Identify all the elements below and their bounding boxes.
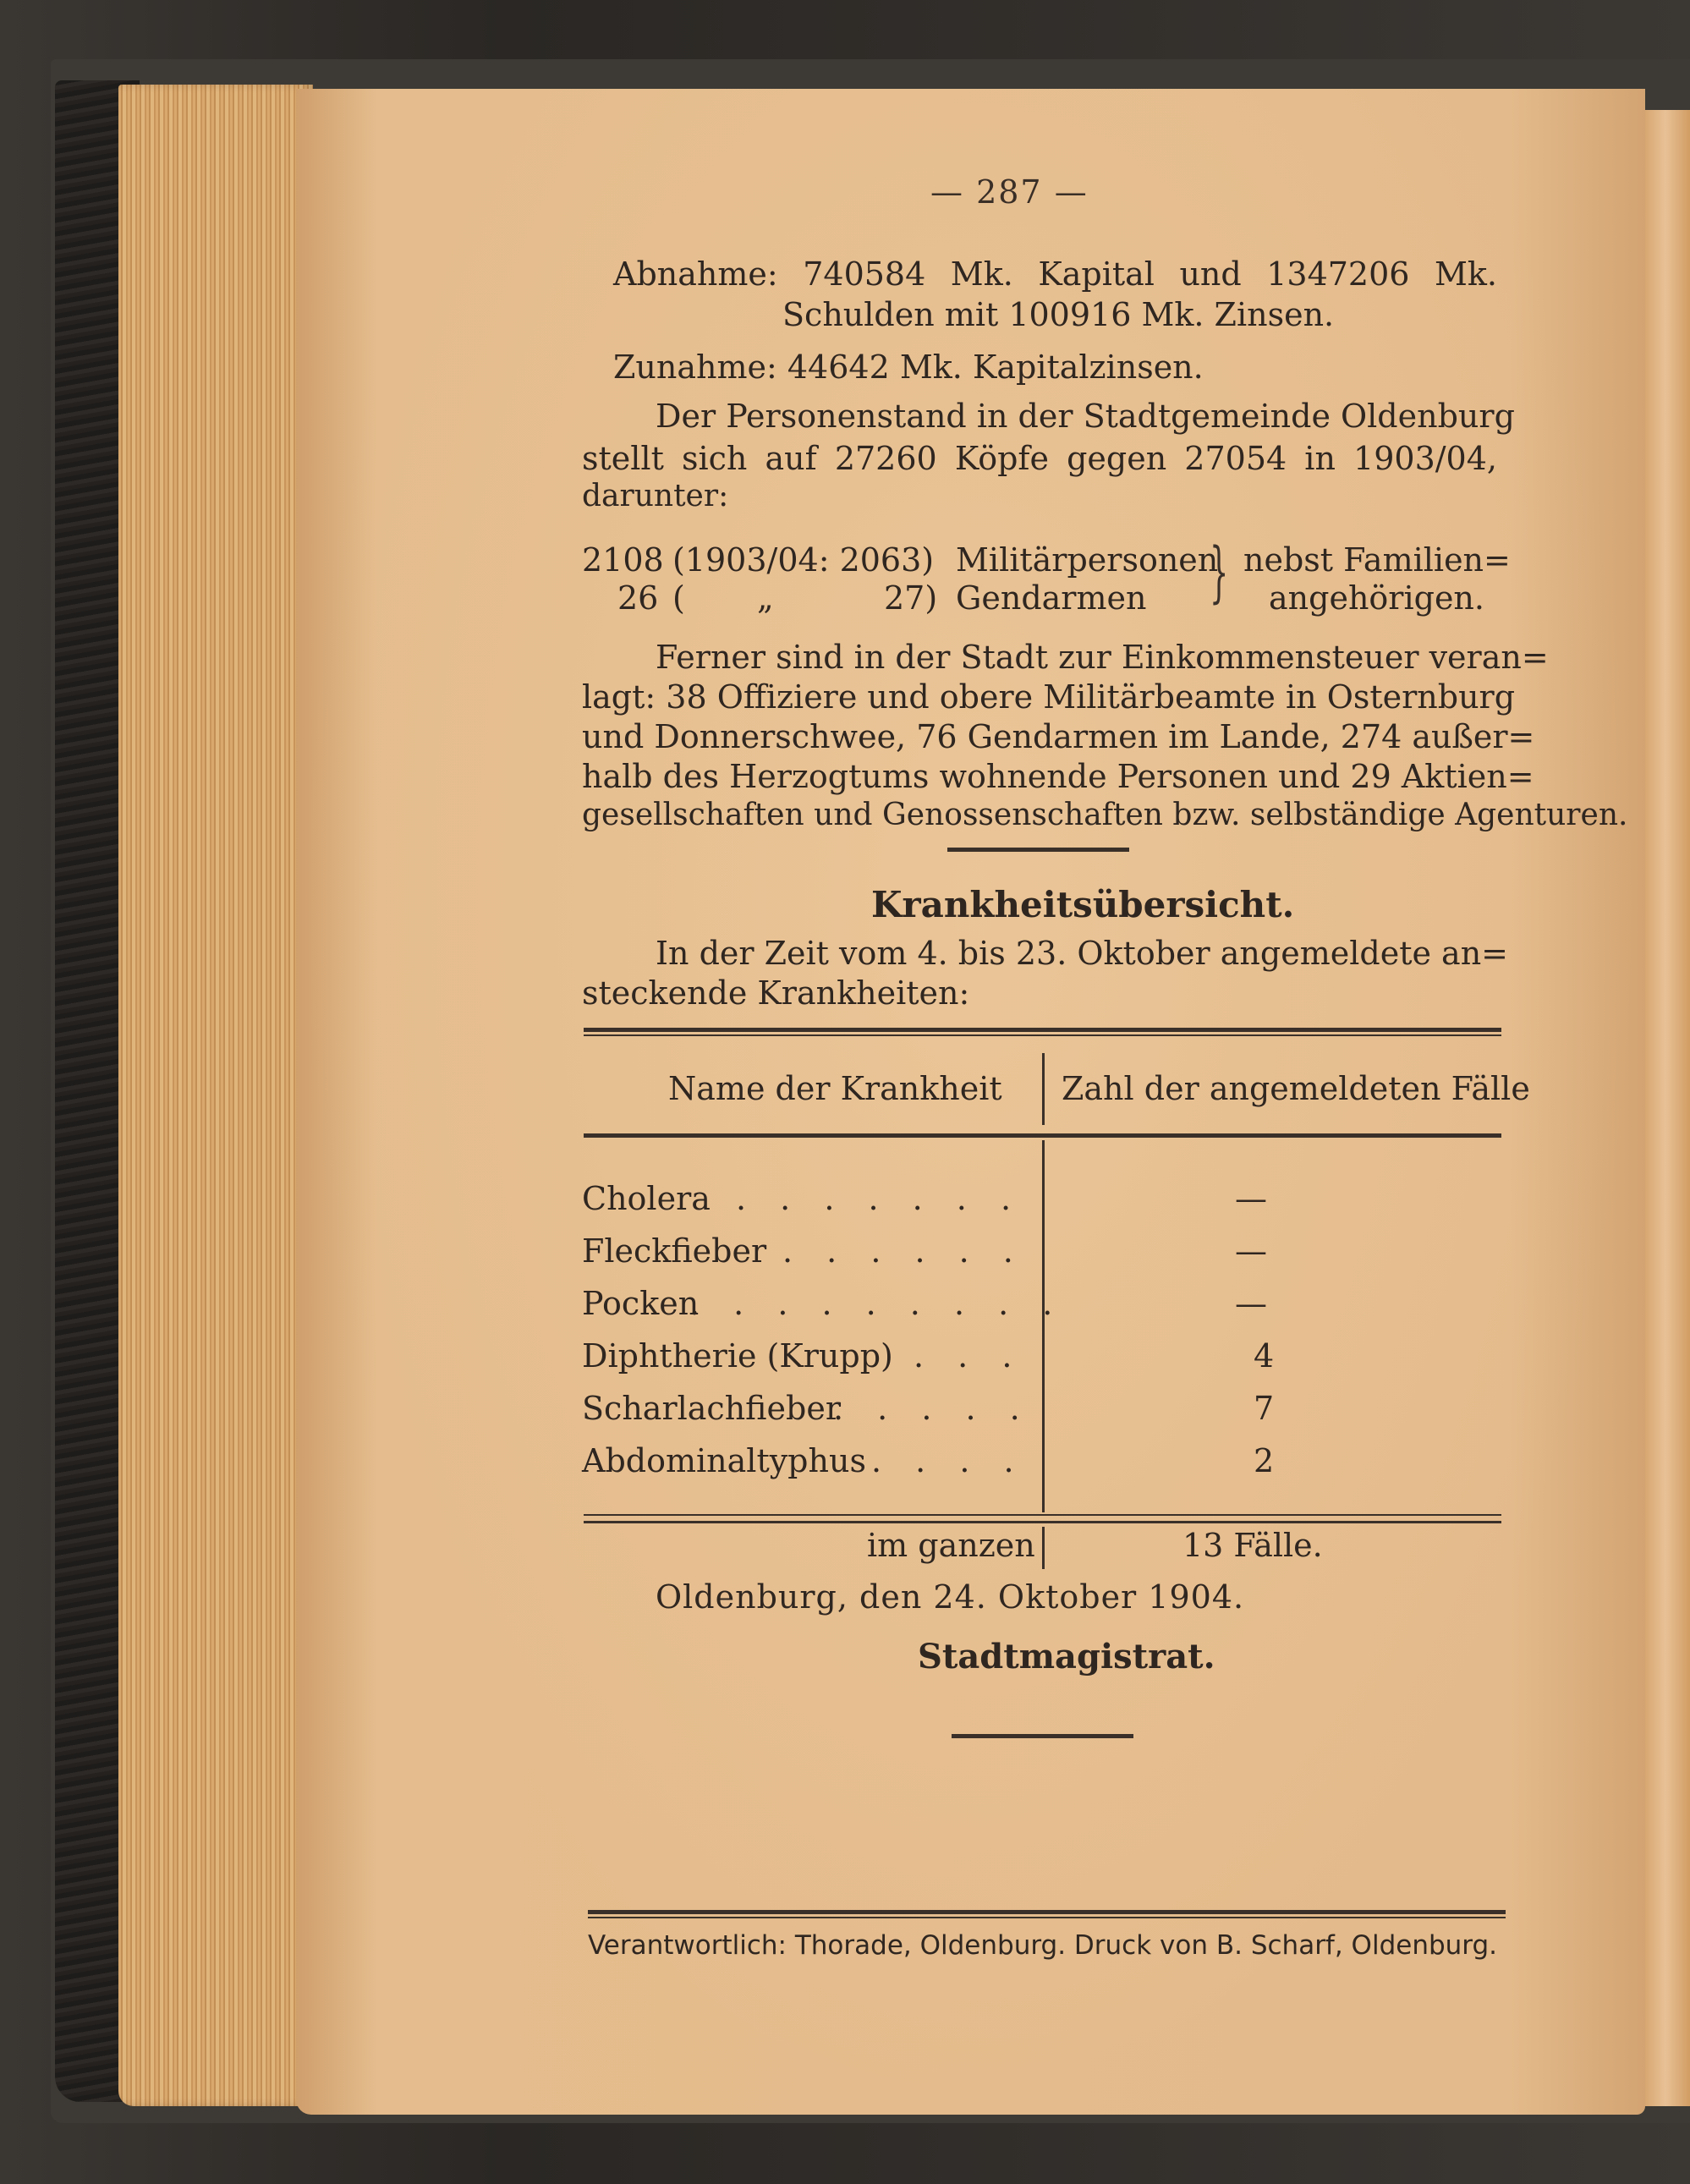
disease-value-diphtherie: 4 (1254, 1337, 1275, 1375)
disease-value-pocken: — (1235, 1285, 1267, 1322)
disease-name-scharlachfieber: Scharlachfieber (582, 1390, 841, 1427)
military-row-1-prior: (1903/04: 2063) (672, 541, 935, 579)
table-column-separator (1042, 1140, 1045, 1512)
leader-dots: . . . . . (833, 1390, 1032, 1427)
table-header-name: Name der Krankheit (668, 1070, 1002, 1107)
military-row-2-prior-value: 27) (884, 579, 938, 617)
closing-divider (952, 1734, 1133, 1738)
military-row-2-label: Gendarmen (956, 579, 1147, 617)
disease-name-abdominaltyphus: Abdominaltyphus (582, 1442, 866, 1479)
disease-name-fleckfieber: Fleckfieber (582, 1232, 767, 1270)
disease-name-cholera: Cholera (582, 1180, 711, 1217)
intro-line-1: In der Zeit vom 4. bis 23. Oktober angemeldete an= (656, 935, 1509, 972)
table-header-count: Zahl der angemeldeten Fälle (1062, 1070, 1530, 1107)
military-note-2: angehörigen. (1269, 579, 1484, 617)
table-total-separator (1042, 1527, 1045, 1569)
military-row-2-prior-open: ( (672, 579, 685, 617)
imprint-footer: Verantwortlich: Thorade, Oldenburg. Druck von B. Scharf, Oldenburg. (588, 1930, 1498, 1961)
disease-value-cholera: — (1235, 1180, 1267, 1217)
leader-dots: . . . . . . . (736, 1180, 1023, 1217)
tax-line-2: lagt: 38 Offiziere und obere Militärbeamte in Osternburg (582, 678, 1516, 716)
population-line-2: stellt sich auf 27260 Köpfe gegen 27054 in 1903/04, (582, 440, 1497, 477)
military-row-1-count: 2108 (582, 541, 664, 579)
budget-line-2: Schulden mit 100916 Mk. Zinsen. (782, 296, 1335, 333)
table-total-rule (584, 1514, 1501, 1516)
disease-value-fleckfieber: — (1235, 1232, 1267, 1270)
page-number: — 287 — (930, 173, 1089, 211)
table-header-separator (1042, 1053, 1045, 1125)
page-edges-stack (118, 85, 313, 2106)
intro-line-2: steckende Krankheiten: (582, 974, 970, 1012)
footer-rule-thin (588, 1917, 1506, 1918)
table-top-rule-thin (584, 1034, 1501, 1036)
tax-line-3: und Donnerschwee, 76 Gendarmen im Lande, 274 außer= (582, 718, 1535, 755)
tax-line-1: Ferner sind in der Stadt zur Einkommensteuer veran= (656, 639, 1549, 676)
budget-line-1: Abnahme: 740584 Mk. Kapital und 1347206 Mk. (613, 255, 1497, 293)
next-page-edge (1645, 110, 1690, 2106)
leader-dots: . . . . (871, 1442, 1026, 1479)
tax-line-5: gesellschaften und Genossenschaften bzw. selbständige Agenturen. (582, 798, 1628, 832)
budget-line-3: Zunahme: 44642 Mk. Kapitalzinsen. (613, 348, 1204, 386)
military-row-1-label: Militärpersonen (956, 541, 1219, 579)
table-total-value: 13 Fälle. (1182, 1527, 1323, 1564)
military-row-2-count: 26 (617, 579, 659, 617)
population-line-1: Der Personenstand in der Stadtgemeinde Oldenburg (656, 398, 1515, 435)
leader-dots: . . . . . . . . . (689, 1285, 1065, 1322)
footer-rule (588, 1910, 1506, 1914)
tax-line-4: halb des Herzogtums wohnende Personen und 29 Aktien= (582, 758, 1534, 795)
table-top-rule (584, 1028, 1501, 1032)
disease-value-scharlachfieber: 7 (1254, 1390, 1275, 1427)
section-title: Krankheitsübersicht. (871, 884, 1295, 925)
disease-name-pocken: Pocken (582, 1285, 700, 1322)
table-header-rule (584, 1133, 1501, 1138)
military-note-1: nebst Familien= (1243, 541, 1511, 579)
population-line-3: darunter: (582, 479, 729, 513)
signature: Stadtmagistrat. (918, 1637, 1215, 1676)
curly-brace-icon: } (1210, 535, 1229, 611)
table-total-rule-2 (584, 1521, 1501, 1523)
section-divider (947, 848, 1129, 852)
disease-value-abdominaltyphus: 2 (1254, 1442, 1275, 1479)
table-total-label: im ganzen (867, 1527, 1035, 1564)
military-row-2-ditto: „ (757, 579, 774, 617)
place-date: Oldenburg, den 24. Oktober 1904. (656, 1578, 1245, 1616)
disease-name-diphtherie: Diphtherie (Krupp) (582, 1337, 893, 1375)
leader-dots: . . . (914, 1337, 1024, 1375)
leader-dots: . . . . . . (782, 1232, 1025, 1270)
